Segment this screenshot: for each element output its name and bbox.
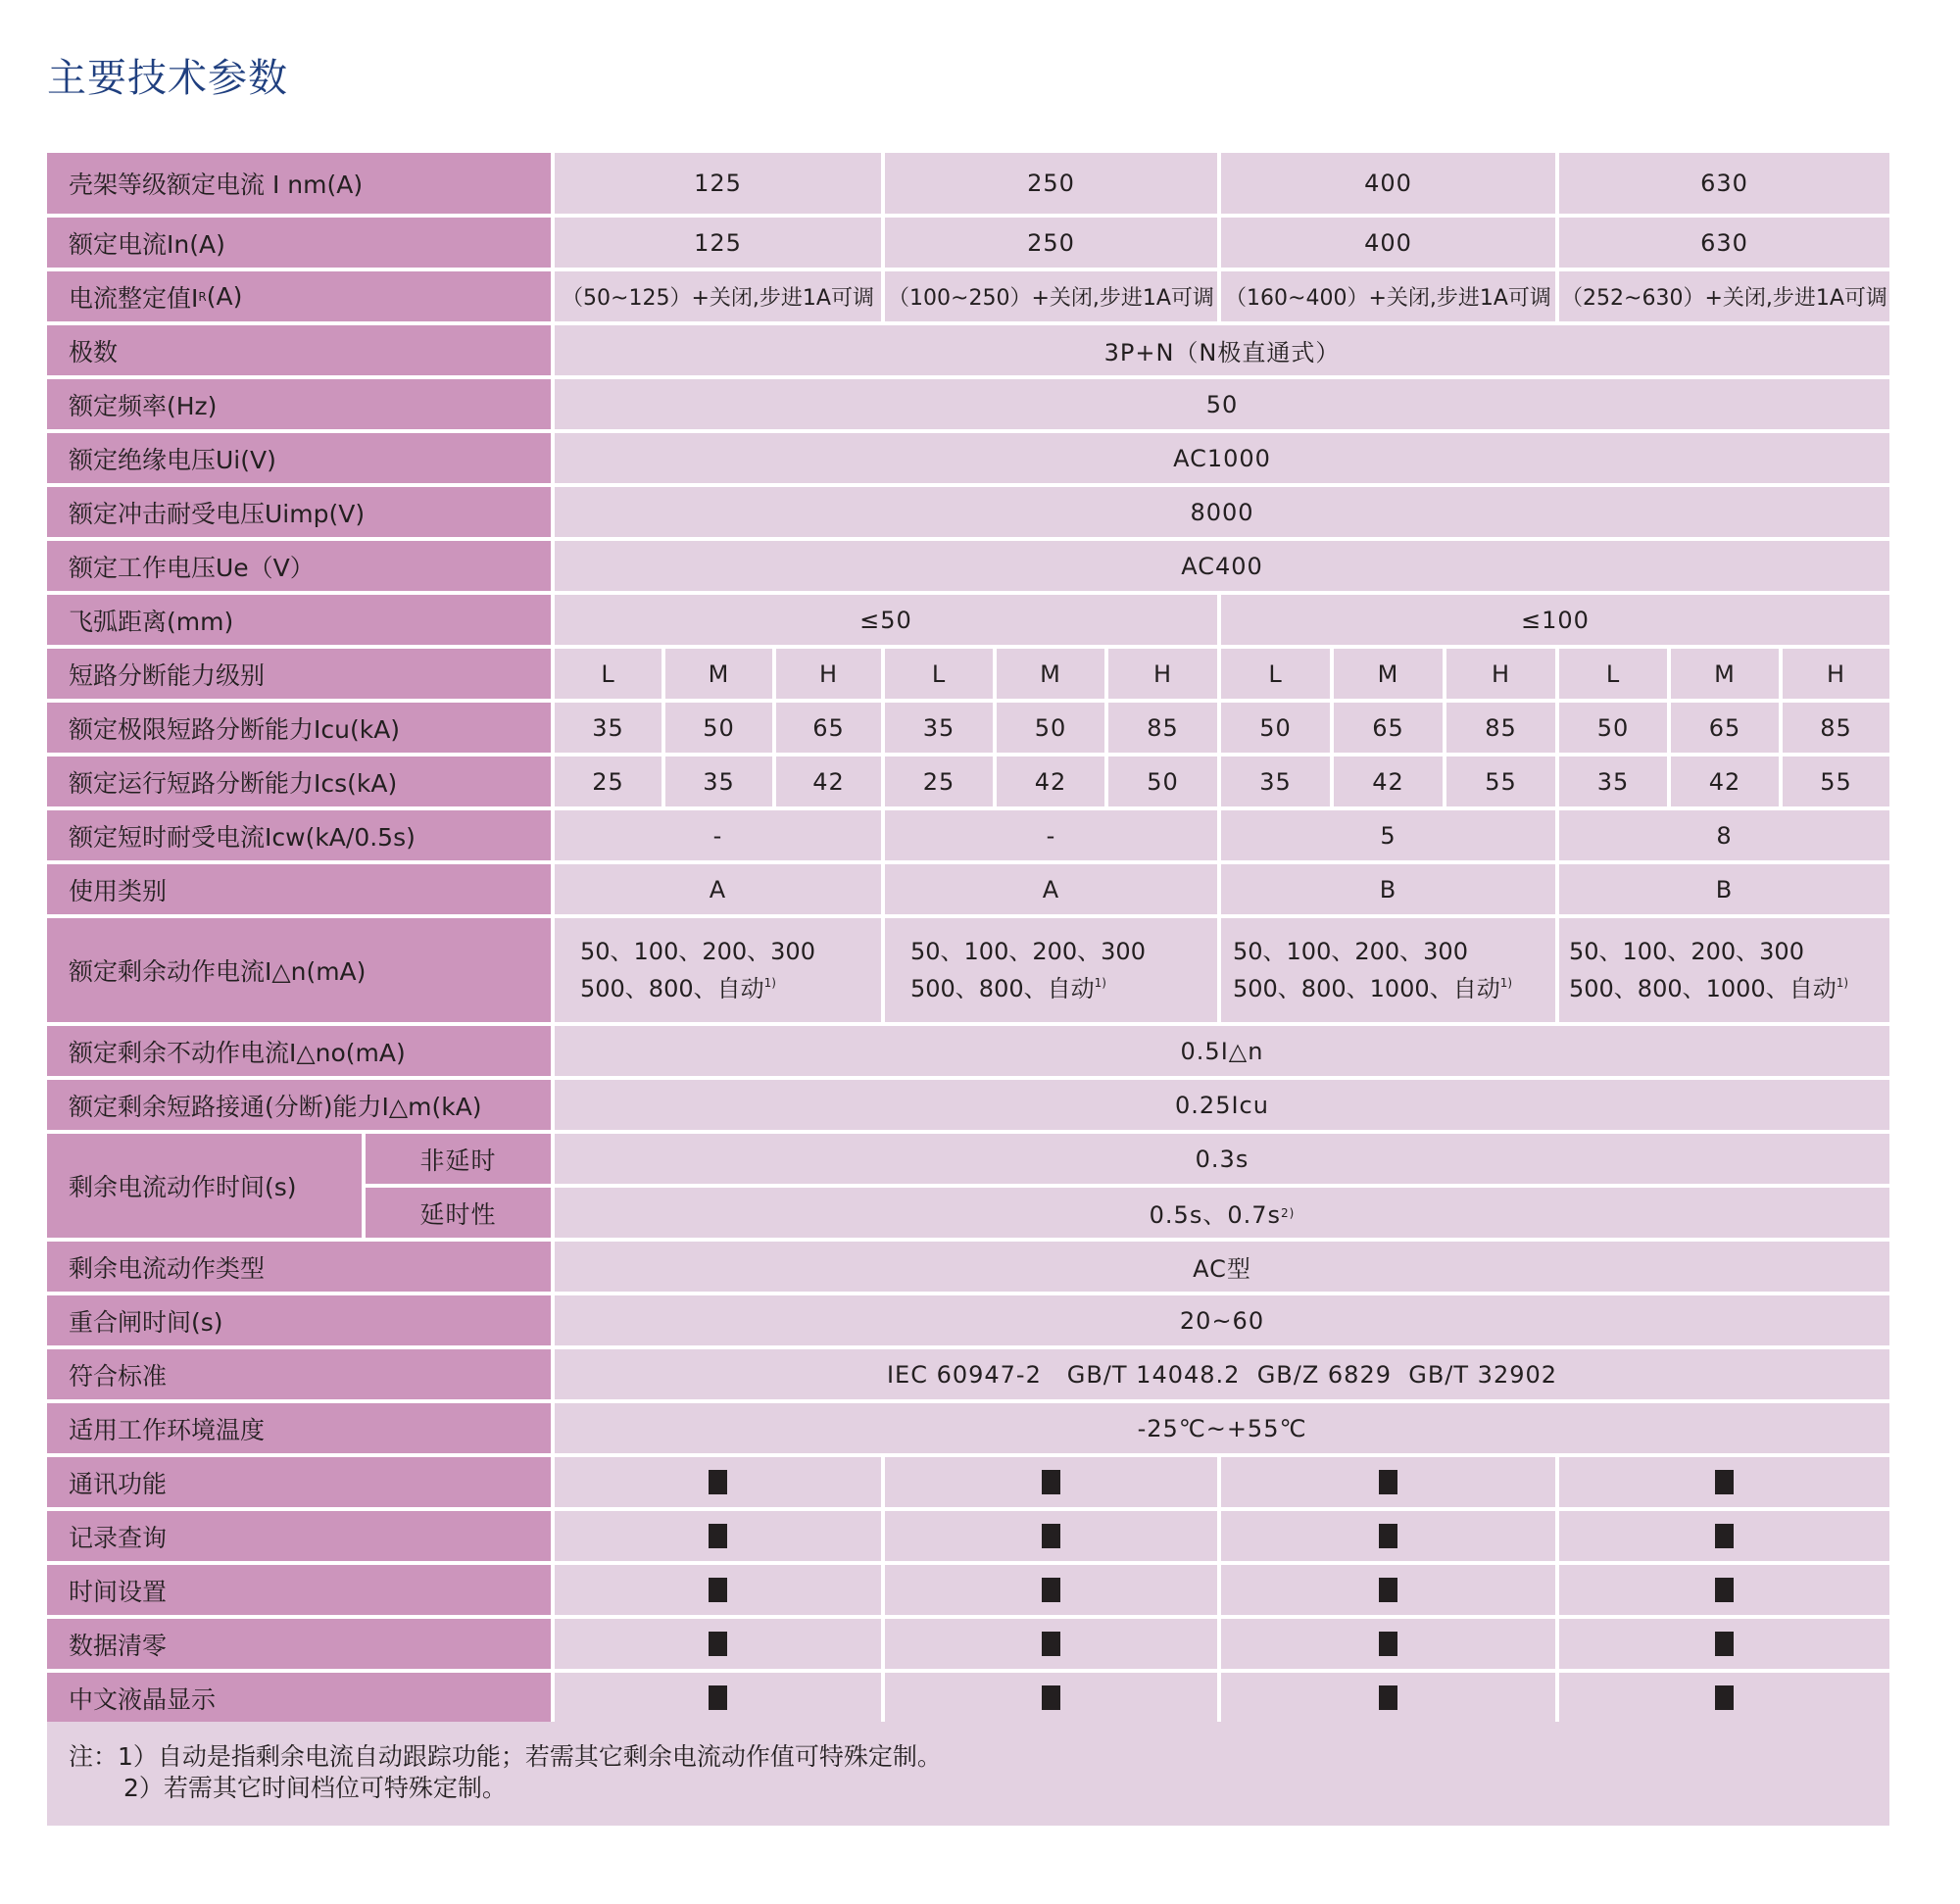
table-row-operating-voltage <box>47 541 1889 591</box>
value-cell <box>1559 1565 1889 1615</box>
filled-square-icon <box>709 1524 727 1548</box>
value-cell: 400 <box>1221 218 1555 268</box>
value-cell: （160~400）+关闭,步进1A可调 <box>1221 271 1555 321</box>
row-label: 额定冲击耐受电压Uimp(V) <box>47 487 551 537</box>
value-cell: - <box>555 810 881 860</box>
row-label: 时间设置 <box>47 1565 551 1615</box>
value-cell: 50 <box>1108 757 1217 806</box>
value-cell: 42 <box>997 757 1104 806</box>
value-cell: 50 <box>1559 703 1667 753</box>
value-cell: 50 <box>665 703 772 753</box>
value-cell: 20~60 <box>555 1295 1889 1345</box>
row-label: 额定运行短路分断能力Ics(kA) <box>47 757 551 806</box>
filled-square-icon <box>1042 1632 1060 1656</box>
value-cell: A <box>555 864 881 914</box>
table-row-icw <box>47 810 1889 860</box>
value-cell: 42 <box>776 757 881 806</box>
value-cell: L <box>885 649 993 699</box>
row-label: 通讯功能 <box>47 1457 551 1507</box>
table-row-communication <box>47 1457 1889 1507</box>
footnote-ref: 1) <box>1836 976 1849 990</box>
value-cell: 50、100、200、300 500、800、1000、自动$^{1)}$ <box>1221 918 1555 1022</box>
row-label: 额定频率(Hz) <box>47 379 551 429</box>
value-cell: - <box>885 810 1217 860</box>
row-label: 剩余电流动作时间(s) <box>47 1134 362 1238</box>
value-cell: 65 <box>1334 703 1443 753</box>
value-cell: 400 <box>1221 153 1555 214</box>
value-cell <box>1221 1511 1555 1561</box>
value-cell: 85 <box>1783 703 1889 753</box>
footnote-ref: 2) <box>1281 1205 1296 1220</box>
value-cell <box>885 1457 1217 1507</box>
value-cell: M <box>997 649 1104 699</box>
row-label: 极数 <box>47 325 551 375</box>
filled-square-icon <box>1715 1578 1734 1602</box>
value-cell: 50、100、200、300 500、800、自动$^{1)}$ <box>555 918 881 1022</box>
table-row-icu <box>47 703 1889 753</box>
value-cell: 85 <box>1446 703 1555 753</box>
filled-square-icon <box>709 1578 727 1602</box>
value-cell: AC型 <box>555 1242 1889 1292</box>
value-cell: L <box>1559 649 1667 699</box>
sub-label-non-delay: 非延时 <box>366 1134 551 1184</box>
value-cell: 50 <box>997 703 1104 753</box>
filled-square-icon <box>1715 1524 1734 1548</box>
value-cell: AC400 <box>555 541 1889 591</box>
value-cell: L <box>555 649 662 699</box>
value-cell: 35 <box>1559 757 1667 806</box>
value-cell: H <box>776 649 881 699</box>
filled-square-icon <box>1715 1470 1734 1494</box>
value-cell: 35 <box>665 757 772 806</box>
table-row-time-setting <box>47 1565 1889 1615</box>
table-row-operating-time <box>47 1134 1889 1238</box>
value-cell: （252~630）+关闭,步进1A可调 <box>1559 271 1889 321</box>
value-cell <box>1559 1673 1889 1723</box>
table-row-current-setting <box>47 271 1889 321</box>
value-cell: 65 <box>1671 703 1779 753</box>
value-cell <box>555 1673 881 1723</box>
table-row-frequency <box>47 379 1889 429</box>
table-row-non-operating <box>47 1026 1889 1076</box>
row-label: 短路分断能力级别 <box>47 649 551 699</box>
filled-square-icon <box>709 1470 727 1494</box>
value-cell: 50、100、200、300 500、800、1000、自动$^{1)}$ <box>1559 918 1889 1022</box>
table-row-poles <box>47 325 1889 375</box>
row-label: 额定短时耐受电流Icw(kA/0.5s) <box>47 810 551 860</box>
value-cell: 25 <box>555 757 662 806</box>
filled-square-icon <box>1379 1632 1397 1656</box>
value-cell <box>1221 1457 1555 1507</box>
row-label: 额定剩余不动作电流I△no(mA) <box>47 1026 551 1076</box>
value-cell <box>885 1619 1217 1669</box>
value-cell: 125 <box>555 153 881 214</box>
table-row-data-clear <box>47 1619 1889 1669</box>
value-cell <box>885 1565 1217 1615</box>
row-label: 额定电流In(A) <box>47 218 551 268</box>
table-row-impulse-voltage <box>47 487 1889 537</box>
value-cell: IEC 60947-2 GB/T 14048.2 GB/Z 6829 GB/T 32902 <box>555 1349 1889 1399</box>
value-cell <box>1559 1619 1889 1669</box>
table-row-lcd-display <box>47 1673 1889 1723</box>
value-cell: M <box>1671 649 1779 699</box>
footnote-ref: 1) <box>1094 976 1106 990</box>
table-row-insulation-voltage <box>47 433 1889 483</box>
value-cell: （100~250）+关闭,步进1A可调 <box>885 271 1217 321</box>
filled-square-icon <box>1042 1685 1060 1710</box>
value-cell: 35 <box>1221 757 1330 806</box>
table-row-making-capacity <box>47 1080 1889 1130</box>
value-cell <box>885 1673 1217 1723</box>
table-row-category <box>47 864 1889 914</box>
value-cell: 8000 <box>555 487 1889 537</box>
filled-square-icon <box>1715 1632 1734 1656</box>
value-cell: -25℃~+55℃ <box>555 1403 1889 1453</box>
value-cell: M <box>665 649 772 699</box>
row-label: 记录查询 <box>47 1511 551 1561</box>
row-label: 适用工作环境温度 <box>47 1403 551 1453</box>
value-cell: 25 <box>885 757 993 806</box>
value-cell: 0.5I△n <box>555 1026 1889 1076</box>
row-label: 飞弧距离(mm) <box>47 595 551 645</box>
value-cell <box>555 1511 881 1561</box>
row-label: 剩余电流动作类型 <box>47 1242 551 1292</box>
value-cell: 55 <box>1446 757 1555 806</box>
value-cell <box>1221 1565 1555 1615</box>
value-cell <box>555 1565 881 1615</box>
row-label: 额定极限短路分断能力Icu(kA) <box>47 703 551 753</box>
value-cell: 630 <box>1559 218 1889 268</box>
row-label: 额定剩余短路接通(分断)能力I△m(kA) <box>47 1080 551 1130</box>
row-label: 额定剩余动作电流I△n(mA) <box>47 918 551 1022</box>
value-cell: A <box>885 864 1217 914</box>
value-cell: H <box>1446 649 1555 699</box>
table-row-residual-current <box>47 918 1889 1022</box>
value-cell: 65 <box>776 703 881 753</box>
table-row-rated-current <box>47 218 1889 268</box>
value-cell: B <box>1559 864 1889 914</box>
value-cell: 250 <box>885 153 1217 214</box>
footnote-1: 注：1）自动是指剩余电流自动跟踪功能；若需其它剩余电流动作值可特殊定制。 <box>69 1742 942 1771</box>
value-cell: AC1000 <box>555 433 1889 483</box>
table-row-breaking-level <box>47 649 1889 699</box>
row-label: 壳架等级额定电流 I nm(A) <box>47 153 551 214</box>
table-row-arc-distance <box>47 595 1889 645</box>
filled-square-icon <box>1379 1578 1397 1602</box>
table-row-frame-current <box>47 153 1889 214</box>
value-cell: 50、100、200、300 500、800、自动$^{1)}$ <box>885 918 1217 1022</box>
value-cell: ≤100 <box>1221 595 1889 645</box>
value-cell: 85 <box>1108 703 1217 753</box>
value-cell: 50 <box>1221 703 1330 753</box>
value-cell: 0.3s <box>555 1134 1889 1184</box>
footnote-ref: 1) <box>1499 976 1513 990</box>
value-cell <box>1559 1457 1889 1507</box>
value-cell: 0.5s、0.7s 2) <box>555 1188 1889 1238</box>
page-title: 主要技术参数 <box>47 56 288 101</box>
row-label: 使用类别 <box>47 864 551 914</box>
value-cell: 35 <box>885 703 993 753</box>
value-cell <box>1221 1619 1555 1669</box>
row-label: 中文液晶显示 <box>47 1673 551 1723</box>
row-label: 额定绝缘电压Ui(V) <box>47 433 551 483</box>
value-cell: ≤50 <box>555 595 1217 645</box>
filled-square-icon <box>709 1632 727 1656</box>
filled-square-icon <box>1042 1470 1060 1494</box>
value-cell: H <box>1108 649 1217 699</box>
value-cell: 42 <box>1671 757 1779 806</box>
filled-square-icon <box>1379 1685 1397 1710</box>
row-label: 电流整定值I R (A) <box>47 271 551 321</box>
value-cell: 42 <box>1334 757 1443 806</box>
value-cell <box>555 1457 881 1507</box>
table-row-standards <box>47 1349 1889 1399</box>
value-cell <box>885 1511 1217 1561</box>
row-label: 符合标准 <box>47 1349 551 1399</box>
filled-square-icon <box>1042 1578 1060 1602</box>
value-cell: 3P+N（N极直通式） <box>555 325 1889 375</box>
row-label: 额定工作电压Ue（V） <box>47 541 551 591</box>
table-row-action-type <box>47 1242 1889 1292</box>
value-cell <box>555 1619 881 1669</box>
value-cell: 5 <box>1221 810 1555 860</box>
table-row-temperature <box>47 1403 1889 1453</box>
footnote-ref: 1) <box>763 976 776 990</box>
value-cell <box>1559 1511 1889 1561</box>
value-cell: L <box>1221 649 1330 699</box>
filled-square-icon <box>1042 1524 1060 1548</box>
value-cell: 50 <box>555 379 1889 429</box>
value-cell: B <box>1221 864 1555 914</box>
table-row-record-query <box>47 1511 1889 1561</box>
value-cell: 35 <box>555 703 662 753</box>
value-cell: 8 <box>1559 810 1889 860</box>
table-row-ics <box>47 757 1889 806</box>
footnotes <box>47 1722 1889 1826</box>
value-cell: 55 <box>1783 757 1889 806</box>
value-cell: 0.25Icu <box>555 1080 1889 1130</box>
value-cell: M <box>1334 649 1443 699</box>
filled-square-icon <box>1379 1524 1397 1548</box>
filled-square-icon <box>1379 1470 1397 1494</box>
sub-label-delay: 延时性 <box>366 1188 551 1238</box>
value-cell: 250 <box>885 218 1217 268</box>
value-cell: H <box>1783 649 1889 699</box>
row-label: 重合闸时间(s) <box>47 1295 551 1345</box>
filled-square-icon <box>709 1685 727 1710</box>
row-label: 数据清零 <box>47 1619 551 1669</box>
table-row-reclose-time <box>47 1295 1889 1345</box>
value-cell <box>1221 1673 1555 1723</box>
value-cell: 630 <box>1559 153 1889 214</box>
value-cell: 125 <box>555 218 881 268</box>
footnote-2: 2）若需其它时间档位可特殊定制。 <box>123 1774 507 1802</box>
value-cell: （50~125）+关闭,步进1A可调 <box>555 271 881 321</box>
filled-square-icon <box>1715 1685 1734 1710</box>
